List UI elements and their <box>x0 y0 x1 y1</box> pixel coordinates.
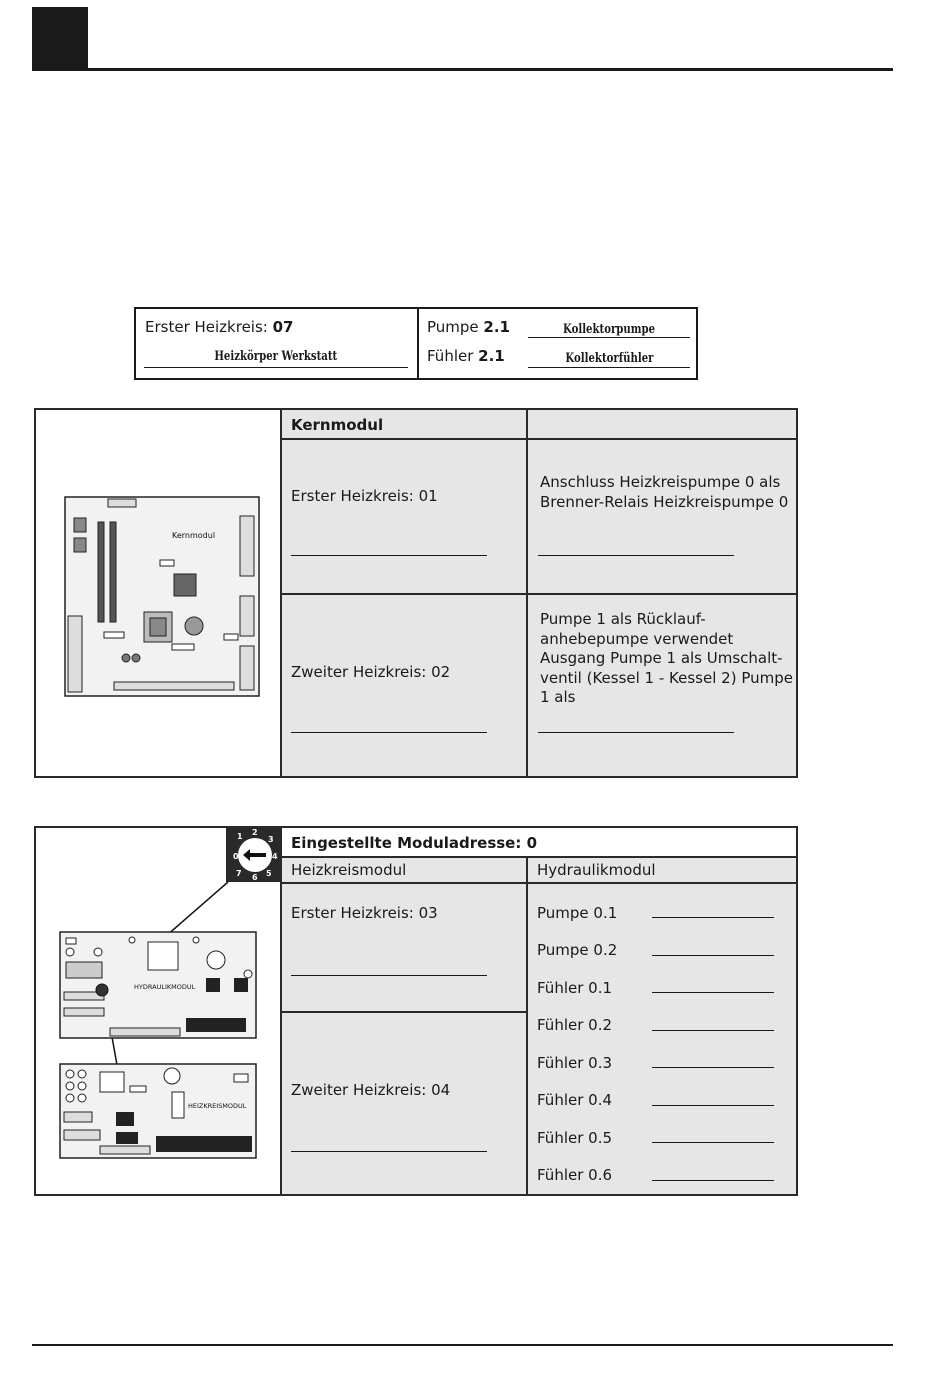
hydraulik-item: Fühler 0.4 <box>537 1091 613 1109</box>
hydraulik-underline <box>652 1067 774 1068</box>
kern-row2-text: Pumpe 1 als Rücklauf-anhebepumpe verwendet Ausgang Pumpe 1 als Umschalt-ventil (Kessel 1 - Kessel 2) Pumpe 1 als <box>540 610 793 706</box>
chapter-marker <box>32 7 88 70</box>
kern-row2-right <box>528 595 796 776</box>
kern-row1-left <box>282 440 526 593</box>
hydraulik-item: Pumpe 0.2 <box>537 941 618 959</box>
mod-underline <box>291 1151 487 1152</box>
mod-col-left-header <box>282 858 526 882</box>
example-erster-heizkreis: Erster Heizkreis: 07 <box>145 318 294 336</box>
example-box <box>134 307 698 380</box>
kern-underline <box>291 732 487 733</box>
dial-number: 6 <box>252 873 258 882</box>
hydraulik-item: Fühler 0.6 <box>537 1166 613 1184</box>
mod-hline <box>280 882 796 884</box>
kern-zweiter-heizkreis: Zweiter Heizkreis: 02 <box>291 663 451 681</box>
example-underline <box>528 367 690 368</box>
kernmodul-board-illustration <box>64 496 260 698</box>
example-divider <box>417 309 419 378</box>
example-erster-name: Heizkörper Werkstatt <box>214 349 338 364</box>
example-fuehler-name: Kollektorfühler <box>564 351 654 366</box>
heizkreismodul-label: Heizkreismodul <box>291 861 407 879</box>
header-rule <box>32 68 893 71</box>
module-boards-illustration <box>56 868 282 1164</box>
mod-hline <box>280 1011 528 1013</box>
mod-hline <box>280 856 796 858</box>
example-pumpe: Pumpe 2.1 <box>427 318 510 336</box>
hydraulik-underline <box>652 1030 774 1031</box>
footer-rule <box>32 1344 893 1346</box>
dial-number: 4 <box>272 852 278 861</box>
kern-underline <box>538 555 734 556</box>
mod-header: Eingestellte Moduladresse: 0 <box>291 834 538 852</box>
kern-header-cell-empty <box>528 410 796 438</box>
hydraulik-item: Fühler 0.1 <box>537 979 613 997</box>
hydraulik-underline <box>652 1180 774 1181</box>
mod-row1-left <box>282 884 526 1011</box>
example-fuehler: Fühler 2.1 <box>427 347 505 365</box>
kern-row2-left <box>282 595 526 776</box>
mod-underline <box>291 975 487 976</box>
mod-col-right-header <box>528 858 796 882</box>
kern-row1-text: Anschluss Heizkreispumpe 0 als Brenner-Relais Heizkreispumpe 0 <box>540 473 789 511</box>
heizkreismodul-board-label: HEIZKREISMODUL <box>188 1102 247 1110</box>
kern-hline <box>280 438 796 440</box>
hydraulikmodul-board-label: HYDRAULIKMODUL <box>134 983 196 991</box>
dial-number: 7 <box>236 869 242 878</box>
kernmodul-table <box>34 408 798 778</box>
moduladresse-table <box>34 826 798 1196</box>
hydraulik-item: Fühler 0.3 <box>537 1054 613 1072</box>
dial-number: 3 <box>268 835 274 844</box>
hydraulikmodul-label: Hydraulikmodul <box>537 861 656 879</box>
dial-number: 5 <box>266 869 272 878</box>
kern-header-cell <box>282 410 526 438</box>
mod-row2-left <box>282 1013 526 1194</box>
mod-zweiter-heizkreis: Zweiter Heizkreis: 04 <box>291 1081 451 1099</box>
dial-number: 1 <box>237 832 243 841</box>
hydraulik-item: Pumpe 0.1 <box>537 904 618 922</box>
hydraulik-underline <box>652 1142 774 1143</box>
kernmodul-board-label: Kernmodul <box>172 531 216 540</box>
kern-hline <box>280 593 796 595</box>
kern-header: Kernmodul <box>291 416 384 434</box>
hydraulik-underline <box>652 992 774 993</box>
hydraulik-item: Fühler 0.5 <box>537 1129 613 1147</box>
kern-underline <box>291 555 487 556</box>
dial-number: 2 <box>252 828 258 837</box>
example-pumpe-name: Kollektorpumpe <box>562 322 656 337</box>
example-underline <box>528 337 690 338</box>
hydraulik-underline <box>652 1105 774 1106</box>
kern-row1-right <box>528 440 796 593</box>
hydraulik-item: Fühler 0.2 <box>537 1016 613 1034</box>
example-underline <box>144 367 408 368</box>
dial-number: 0 <box>233 852 239 861</box>
hydraulik-list <box>528 884 796 1194</box>
mod-header-cell <box>282 828 796 856</box>
mod-vline <box>526 856 528 1194</box>
kern-underline <box>538 732 734 733</box>
hydraulik-underline <box>652 917 774 918</box>
kern-erster-heizkreis: Erster Heizkreis: 01 <box>291 487 438 505</box>
hydraulik-underline <box>652 955 774 956</box>
mod-erster-heizkreis: Erster Heizkreis: 03 <box>291 904 438 922</box>
